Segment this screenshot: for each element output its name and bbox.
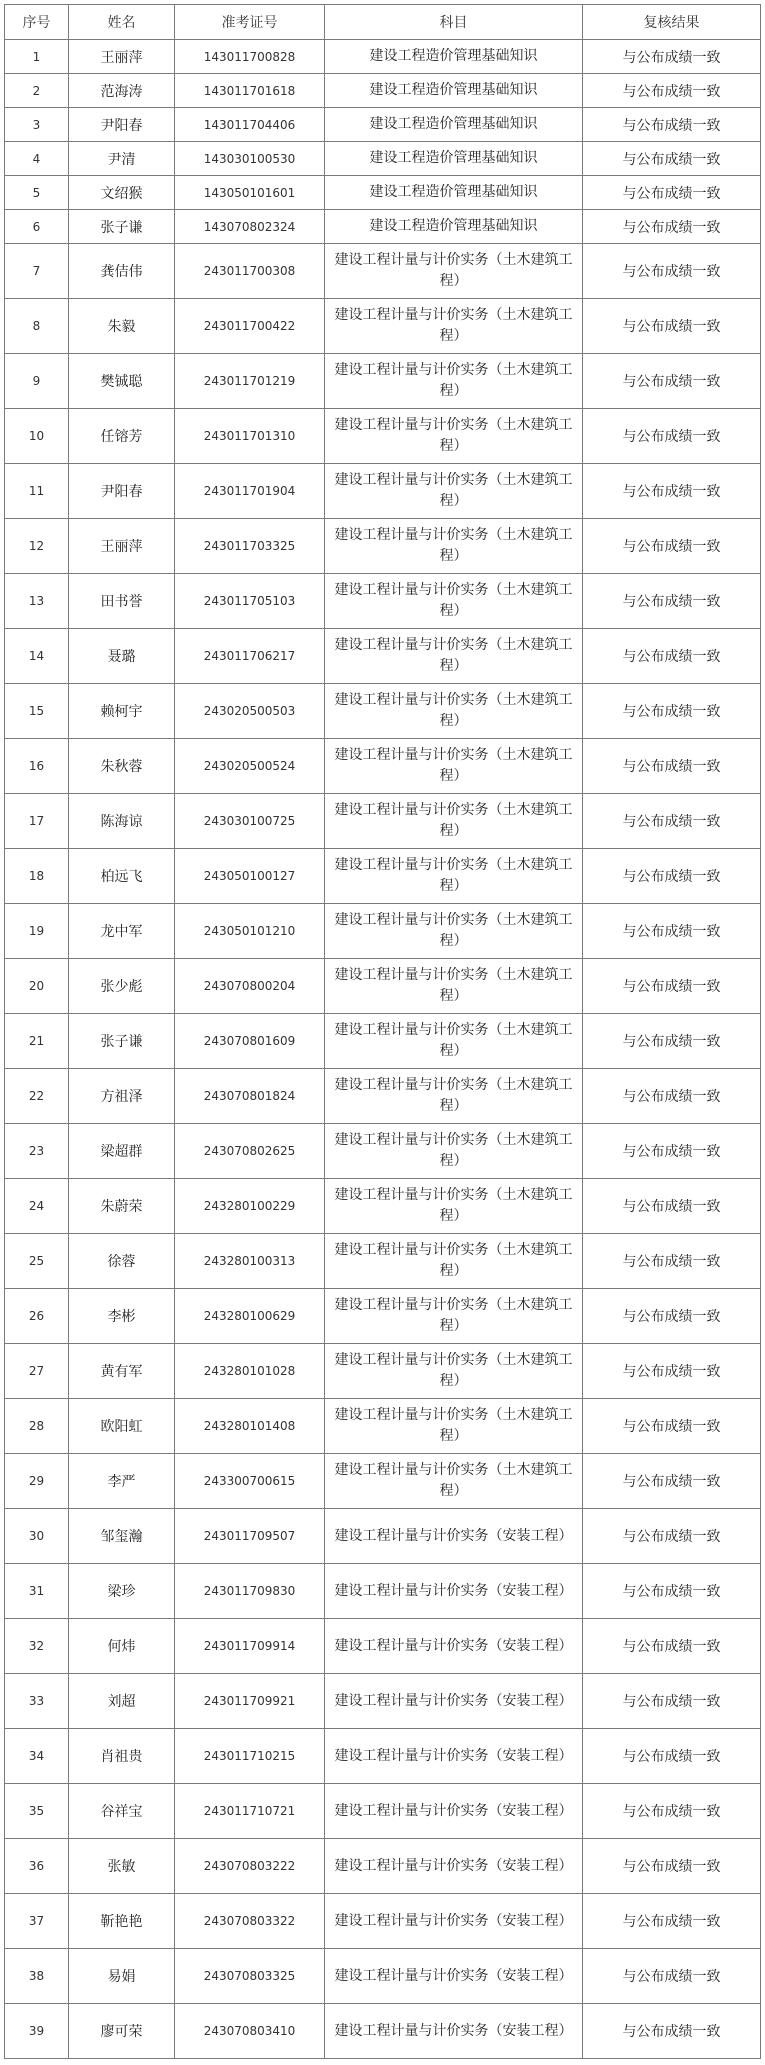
cell-name: 尹阳春: [69, 464, 175, 519]
cell-no: 33: [5, 1674, 69, 1729]
cell-result: 与公布成绩一致: [583, 1234, 761, 1289]
cell-subject: 建设工程计量与计价实务（土木建筑工程）: [325, 1179, 583, 1234]
review-results-table: [4, 4, 761, 2059]
cell-id: 243280101408: [175, 1399, 325, 1454]
table-row: [5, 142, 761, 176]
cell-no: 4: [5, 142, 69, 176]
cell-no: 25: [5, 1234, 69, 1289]
cell-name: 刘超: [69, 1674, 175, 1729]
cell-id: 243020500503: [175, 684, 325, 739]
table-row: [5, 684, 761, 739]
cell-subject: 建设工程计量与计价实务（安装工程）: [325, 1564, 583, 1619]
cell-subject: 建设工程计量与计价实务（安装工程）: [325, 1674, 583, 1729]
cell-subject: 建设工程计量与计价实务（土木建筑工程）: [325, 629, 583, 684]
header-name: 姓名: [69, 5, 175, 40]
cell-result: 与公布成绩一致: [583, 74, 761, 108]
cell-no: 8: [5, 299, 69, 354]
cell-name: 李彬: [69, 1289, 175, 1344]
cell-id: 243011705103: [175, 574, 325, 629]
cell-subject: 建设工程造价管理基础知识: [325, 142, 583, 176]
cell-subject: 建设工程计量与计价实务（安装工程）: [325, 2004, 583, 2059]
table-row: [5, 1949, 761, 2004]
cell-result: 与公布成绩一致: [583, 684, 761, 739]
cell-result: 与公布成绩一致: [583, 299, 761, 354]
cell-name: 范海涛: [69, 74, 175, 108]
cell-no: 38: [5, 1949, 69, 2004]
cell-name: 任镕芳: [69, 409, 175, 464]
cell-subject: 建设工程计量与计价实务（安装工程）: [325, 1619, 583, 1674]
table-row: [5, 409, 761, 464]
header-no: 序号: [5, 5, 69, 40]
table-row: [5, 794, 761, 849]
cell-id: 243011709921: [175, 1674, 325, 1729]
table-row: [5, 1344, 761, 1399]
cell-result: 与公布成绩一致: [583, 1949, 761, 2004]
cell-result: 与公布成绩一致: [583, 904, 761, 959]
cell-id: 243011706217: [175, 629, 325, 684]
cell-result: 与公布成绩一致: [583, 959, 761, 1014]
cell-result: 与公布成绩一致: [583, 1729, 761, 1784]
cell-subject: 建设工程计量与计价实务（土木建筑工程）: [325, 464, 583, 519]
cell-result: 与公布成绩一致: [583, 629, 761, 684]
cell-name: 徐蓉: [69, 1234, 175, 1289]
cell-id: 243011709914: [175, 1619, 325, 1674]
cell-name: 何炜: [69, 1619, 175, 1674]
cell-subject: 建设工程计量与计价实务（土木建筑工程）: [325, 959, 583, 1014]
cell-id: 143011700828: [175, 40, 325, 74]
cell-no: 21: [5, 1014, 69, 1069]
cell-id: 243011709830: [175, 1564, 325, 1619]
cell-result: 与公布成绩一致: [583, 1399, 761, 1454]
cell-no: 13: [5, 574, 69, 629]
cell-no: 26: [5, 1289, 69, 1344]
cell-result: 与公布成绩一致: [583, 1124, 761, 1179]
table-row: [5, 1399, 761, 1454]
cell-subject: 建设工程计量与计价实务（土木建筑工程）: [325, 739, 583, 794]
table-row: [5, 354, 761, 409]
cell-no: 31: [5, 1564, 69, 1619]
cell-name: 易娟: [69, 1949, 175, 2004]
cell-result: 与公布成绩一致: [583, 1179, 761, 1234]
cell-subject: 建设工程计量与计价实务（土木建筑工程）: [325, 849, 583, 904]
cell-no: 3: [5, 108, 69, 142]
cell-id: 243070803322: [175, 1894, 325, 1949]
cell-id: 243070801609: [175, 1014, 325, 1069]
cell-id: 243070800204: [175, 959, 325, 1014]
cell-name: 张敏: [69, 1839, 175, 1894]
cell-id: 243011703325: [175, 519, 325, 574]
cell-result: 与公布成绩一致: [583, 1894, 761, 1949]
cell-no: 16: [5, 739, 69, 794]
cell-id: 143030100530: [175, 142, 325, 176]
table-row: [5, 739, 761, 794]
cell-id: 243050101210: [175, 904, 325, 959]
cell-id: 243070803410: [175, 2004, 325, 2059]
cell-no: 34: [5, 1729, 69, 1784]
cell-result: 与公布成绩一致: [583, 849, 761, 904]
cell-subject: 建设工程计量与计价实务（土木建筑工程）: [325, 904, 583, 959]
cell-no: 37: [5, 1894, 69, 1949]
results-table-container: [4, 4, 760, 2059]
table-row: [5, 464, 761, 519]
cell-id: 243280101028: [175, 1344, 325, 1399]
table-row: [5, 40, 761, 74]
cell-result: 与公布成绩一致: [583, 1344, 761, 1399]
cell-subject: 建设工程造价管理基础知识: [325, 40, 583, 74]
cell-name: 肖祖贵: [69, 1729, 175, 1784]
cell-subject: 建设工程造价管理基础知识: [325, 210, 583, 244]
cell-subject: 建设工程计量与计价实务（土木建筑工程）: [325, 1289, 583, 1344]
cell-id: 243011701904: [175, 464, 325, 519]
table-row: [5, 1674, 761, 1729]
cell-no: 9: [5, 354, 69, 409]
cell-no: 15: [5, 684, 69, 739]
cell-name: 尹阳春: [69, 108, 175, 142]
table-row: [5, 210, 761, 244]
cell-id: 243011701310: [175, 409, 325, 464]
cell-subject: 建设工程计量与计价实务（土木建筑工程）: [325, 1344, 583, 1399]
table-row: [5, 1179, 761, 1234]
cell-subject: 建设工程计量与计价实务（土木建筑工程）: [325, 1454, 583, 1509]
cell-subject: 建设工程造价管理基础知识: [325, 108, 583, 142]
table-row: [5, 1289, 761, 1344]
cell-result: 与公布成绩一致: [583, 354, 761, 409]
cell-result: 与公布成绩一致: [583, 1839, 761, 1894]
table-row: [5, 629, 761, 684]
cell-result: 与公布成绩一致: [583, 210, 761, 244]
cell-name: 聂璐: [69, 629, 175, 684]
cell-id: 143050101601: [175, 176, 325, 210]
table-row: [5, 1509, 761, 1564]
cell-name: 朱毅: [69, 299, 175, 354]
cell-result: 与公布成绩一致: [583, 1674, 761, 1729]
cell-no: 18: [5, 849, 69, 904]
cell-subject: 建设工程计量与计价实务（安装工程）: [325, 1784, 583, 1839]
cell-id: 243011701219: [175, 354, 325, 409]
cell-result: 与公布成绩一致: [583, 1564, 761, 1619]
table-row: [5, 959, 761, 1014]
cell-name: 黄有军: [69, 1344, 175, 1399]
cell-id: 243011709507: [175, 1509, 325, 1564]
cell-name: 李严: [69, 1454, 175, 1509]
cell-id: 243011710721: [175, 1784, 325, 1839]
cell-subject: 建设工程造价管理基础知识: [325, 176, 583, 210]
table-row: [5, 1839, 761, 1894]
cell-subject: 建设工程计量与计价实务（土木建筑工程）: [325, 244, 583, 299]
cell-subject: 建设工程计量与计价实务（安装工程）: [325, 1509, 583, 1564]
cell-subject: 建设工程计量与计价实务（土木建筑工程）: [325, 354, 583, 409]
table-row: [5, 904, 761, 959]
cell-subject: 建设工程计量与计价实务（安装工程）: [325, 1729, 583, 1784]
table-row: [5, 1069, 761, 1124]
cell-name: 朱秋蓉: [69, 739, 175, 794]
cell-name: 田书誉: [69, 574, 175, 629]
cell-name: 张少彪: [69, 959, 175, 1014]
cell-no: 30: [5, 1509, 69, 1564]
table-header: [5, 5, 761, 40]
table-body: [5, 40, 761, 2059]
cell-no: 36: [5, 1839, 69, 1894]
cell-result: 与公布成绩一致: [583, 176, 761, 210]
cell-id: 143011704406: [175, 108, 325, 142]
cell-result: 与公布成绩一致: [583, 1454, 761, 1509]
cell-id: 243280100229: [175, 1179, 325, 1234]
cell-result: 与公布成绩一致: [583, 464, 761, 519]
cell-no: 32: [5, 1619, 69, 1674]
cell-result: 与公布成绩一致: [583, 1014, 761, 1069]
table-row: [5, 519, 761, 574]
cell-no: 23: [5, 1124, 69, 1179]
cell-id: 143070802324: [175, 210, 325, 244]
cell-id: 243280100313: [175, 1234, 325, 1289]
cell-id: 243300700615: [175, 1454, 325, 1509]
cell-name: 靳艳艳: [69, 1894, 175, 1949]
cell-id: 243020500524: [175, 739, 325, 794]
table-row: [5, 1564, 761, 1619]
table-row: [5, 1784, 761, 1839]
cell-no: 29: [5, 1454, 69, 1509]
table-row: [5, 1894, 761, 1949]
cell-subject: 建设工程计量与计价实务（安装工程）: [325, 1894, 583, 1949]
cell-name: 梁超群: [69, 1124, 175, 1179]
cell-subject: 建设工程计量与计价实务（土木建筑工程）: [325, 1124, 583, 1179]
cell-id: 243070803222: [175, 1839, 325, 1894]
cell-name: 陈海谅: [69, 794, 175, 849]
cell-name: 廖可荣: [69, 2004, 175, 2059]
table-row: [5, 1234, 761, 1289]
cell-subject: 建设工程计量与计价实务（土木建筑工程）: [325, 684, 583, 739]
cell-name: 张子谦: [69, 210, 175, 244]
table-row: [5, 1729, 761, 1784]
header-row: [5, 5, 761, 40]
cell-no: 19: [5, 904, 69, 959]
table-row: [5, 849, 761, 904]
cell-name: 柏远飞: [69, 849, 175, 904]
cell-name: 王丽萍: [69, 40, 175, 74]
cell-id: 243011700422: [175, 299, 325, 354]
cell-result: 与公布成绩一致: [583, 519, 761, 574]
table-row: [5, 176, 761, 210]
header-result: 复核结果: [583, 5, 761, 40]
cell-subject: 建设工程计量与计价实务（土木建筑工程）: [325, 409, 583, 464]
cell-name: 王丽萍: [69, 519, 175, 574]
cell-no: 7: [5, 244, 69, 299]
cell-name: 樊铖聪: [69, 354, 175, 409]
cell-name: 尹清: [69, 142, 175, 176]
cell-no: 11: [5, 464, 69, 519]
header-subject: 科目: [325, 5, 583, 40]
cell-id: 243011700308: [175, 244, 325, 299]
table-row: [5, 74, 761, 108]
cell-no: 2: [5, 74, 69, 108]
cell-name: 文绍猴: [69, 176, 175, 210]
cell-id: 243070801824: [175, 1069, 325, 1124]
cell-no: 12: [5, 519, 69, 574]
table-row: [5, 1014, 761, 1069]
table-row: [5, 574, 761, 629]
cell-result: 与公布成绩一致: [583, 1069, 761, 1124]
cell-id: 243070803325: [175, 1949, 325, 2004]
table-row: [5, 299, 761, 354]
cell-no: 22: [5, 1069, 69, 1124]
cell-result: 与公布成绩一致: [583, 1509, 761, 1564]
cell-result: 与公布成绩一致: [583, 1784, 761, 1839]
cell-subject: 建设工程造价管理基础知识: [325, 74, 583, 108]
cell-name: 梁珍: [69, 1564, 175, 1619]
cell-subject: 建设工程计量与计价实务（土木建筑工程）: [325, 519, 583, 574]
cell-name: 张子谦: [69, 1014, 175, 1069]
cell-no: 1: [5, 40, 69, 74]
cell-no: 5: [5, 176, 69, 210]
cell-result: 与公布成绩一致: [583, 574, 761, 629]
cell-no: 14: [5, 629, 69, 684]
header-id: 准考证号: [175, 5, 325, 40]
cell-subject: 建设工程计量与计价实务（安装工程）: [325, 1839, 583, 1894]
cell-subject: 建设工程计量与计价实务（土木建筑工程）: [325, 574, 583, 629]
cell-name: 龙中军: [69, 904, 175, 959]
cell-no: 17: [5, 794, 69, 849]
cell-subject: 建设工程计量与计价实务（土木建筑工程）: [325, 794, 583, 849]
cell-no: 24: [5, 1179, 69, 1234]
cell-name: 赖柯宇: [69, 684, 175, 739]
cell-no: 6: [5, 210, 69, 244]
cell-result: 与公布成绩一致: [583, 40, 761, 74]
cell-id: 243050100127: [175, 849, 325, 904]
cell-id: 143011701618: [175, 74, 325, 108]
table-row: [5, 1124, 761, 1179]
cell-no: 27: [5, 1344, 69, 1399]
cell-id: 243011710215: [175, 1729, 325, 1784]
table-row: [5, 1454, 761, 1509]
cell-name: 谷祥宝: [69, 1784, 175, 1839]
cell-subject: 建设工程计量与计价实务（土木建筑工程）: [325, 299, 583, 354]
cell-name: 龚佶伟: [69, 244, 175, 299]
cell-no: 20: [5, 959, 69, 1014]
cell-id: 243030100725: [175, 794, 325, 849]
cell-id: 243280100629: [175, 1289, 325, 1344]
cell-result: 与公布成绩一致: [583, 2004, 761, 2059]
cell-subject: 建设工程计量与计价实务（土木建筑工程）: [325, 1069, 583, 1124]
cell-no: 35: [5, 1784, 69, 1839]
cell-name: 欧阳虹: [69, 1399, 175, 1454]
table-row: [5, 1619, 761, 1674]
cell-result: 与公布成绩一致: [583, 409, 761, 464]
cell-no: 28: [5, 1399, 69, 1454]
cell-name: 朱蔚荣: [69, 1179, 175, 1234]
cell-result: 与公布成绩一致: [583, 1619, 761, 1674]
cell-result: 与公布成绩一致: [583, 739, 761, 794]
cell-result: 与公布成绩一致: [583, 1289, 761, 1344]
cell-name: 邹玺瀚: [69, 1509, 175, 1564]
table-row: [5, 244, 761, 299]
cell-result: 与公布成绩一致: [583, 794, 761, 849]
cell-id: 243070802625: [175, 1124, 325, 1179]
cell-subject: 建设工程计量与计价实务（土木建筑工程）: [325, 1014, 583, 1069]
cell-subject: 建设工程计量与计价实务（土木建筑工程）: [325, 1234, 583, 1289]
cell-subject: 建设工程计量与计价实务（安装工程）: [325, 1949, 583, 2004]
cell-result: 与公布成绩一致: [583, 142, 761, 176]
cell-result: 与公布成绩一致: [583, 244, 761, 299]
cell-no: 39: [5, 2004, 69, 2059]
table-row: [5, 108, 761, 142]
cell-no: 10: [5, 409, 69, 464]
cell-result: 与公布成绩一致: [583, 108, 761, 142]
cell-subject: 建设工程计量与计价实务（土木建筑工程）: [325, 1399, 583, 1454]
table-row: [5, 2004, 761, 2059]
cell-name: 方祖泽: [69, 1069, 175, 1124]
